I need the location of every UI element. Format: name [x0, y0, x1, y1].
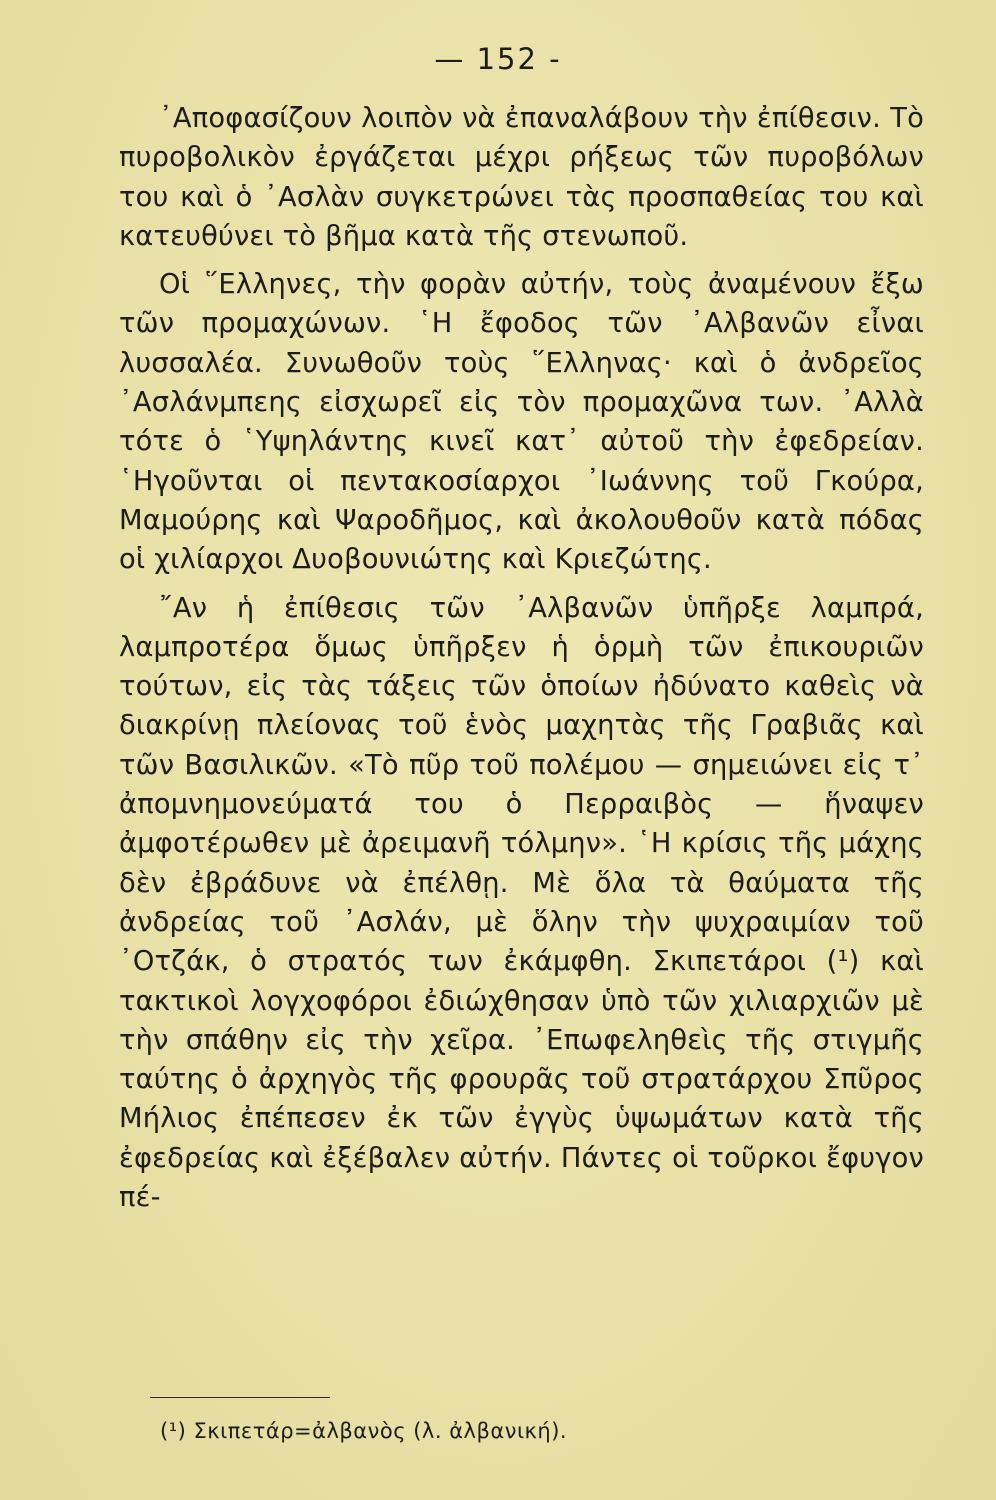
page-number: — 152 - [434, 42, 562, 76]
footnote: (¹) Σκιπετάρ=ἀλβανὸς (λ. ἀλβανική). [160, 1419, 568, 1443]
paragraph-3: ῎Αν ἡ ἐπίθεσις τῶν ᾿Αλβανῶν ὑπῆρξε λαμπρά, λαμπροτέρα ὅμως ὑπῆρξεν ἡ ὁρμὴ τῶν ἐπικουριῶν τούτων, εἰς τὰς τάξεις τῶν ὁποίων ἠδύνατο καθεὶς νὰ διακρίνῃ πλείονας τοῦ ἑνὸς μαχητὰς τῆς Γραβιᾶς καὶ τῶν Βασιλικῶν. «Τὸ πῦρ τοῦ πολέμου — σημειώνει εἰς τ᾿ ἀπομνημονεύματά του ὁ Περραιβὸς — ἥναψεν ἀμφοτέρωθεν μὲ ἀρειμανῆ τόλμην». ῾Η κρίσις τῆς μάχης δὲν ἐβράδυνε νὰ ἐπέλθῃ. Μὲ ὅλα τὰ θαύματα τῆς ἀνδρείας τοῦ ᾿Ασλάν, μὲ ὅλην τὴν ψυχραιμίαν τοῦ ᾿Οτζάκ, ὁ στρατός των ἐκάμφθη. Σκιπετάροι (¹) καὶ τακτικοὶ λογχοφόροι ἐδιώχθησαν ὑπὸ τῶν χιλιαρχιῶν μὲ τὴν σπάθην εἰς τὴν χεῖρα. ᾿Επωφεληθεὶς τῆς στιγμῆς ταύτης ὁ ἀρχηγὸς τῆς φρουρᾶς τοῦ στρατάρχου Σπῦρος Μήλιος ἐπέπεσεν ἐκ τῶν ἐγγὺς ὑψωμάτων κατὰ τῆς ἐφεδρείας καὶ ἐξέβαλεν αὐτήν. Πάντες οἱ τοῦρκοι ἔφυγον πέ- [119, 592, 924, 1214]
main-text [119, 99, 924, 1217]
footnote-divider [150, 1397, 330, 1398]
paragraph-2: Οἱ ῞Ελληνες, τὴν φορὰν αὐτήν, τοὺς ἀναμένουν ἔξω τῶν προμαχώνων. ῾Η ἔφοδος τῶν ᾿Αλβανῶν εἶναι λυσσαλέα. Συνωθοῦν τοὺς ῞Ελληνας· καὶ ὁ ἀνδρεῖος ᾿Ασλάνμπεης εἰσχωρεῖ εἰς τὸν προμαχῶνα των. ᾿Αλλὰ τότε ὁ ῾Υψηλάντης κινεῖ κατ᾿ αὐτοῦ τὴν ἐφεδρείαν. ῾Ηγοῦνται οἱ πεντακοσίαρχοι ᾿Ιωάννης τοῦ Γκούρα, Μαμούρης καὶ Ψαροδῆμος, καὶ ἀκολουθοῦν κατὰ πόδας οἱ χιλίαρχοι Δυοβουνιώτης καὶ Κριεζώτης. [119, 269, 924, 576]
paragraph-1: ᾿Αποφασίζουν λοιπὸν νὰ ἐπαναλάβουν τὴν ἐπίθεσιν. Τὸ πυροβολικὸν ἐργάζεται μέχρι ρήξεως τῶν πυροβόλων του καὶ ὁ ᾿Ασλὰν συγκετρώνει τὰς προσπαθείας του καὶ κατευθύνει τὸ βῆμα κατὰ τῆς στενωποῦ. [119, 103, 924, 252]
